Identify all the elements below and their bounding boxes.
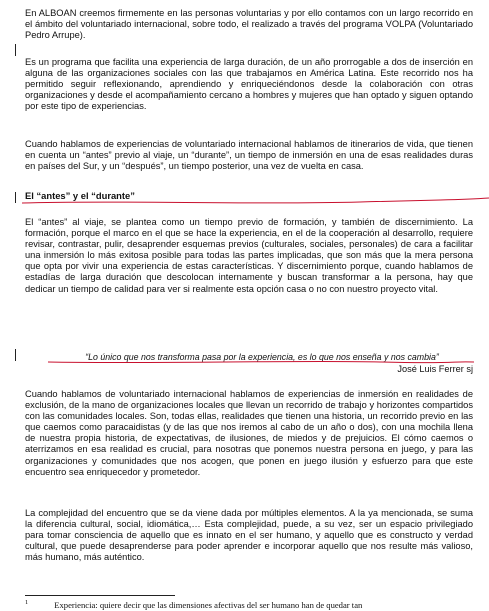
- paragraph-inmersion: Cuando hablamos de voluntariado internacional hablamos de experiencias de inmersión en realidades de exclusión, de la mano de organizaciones locales que llevan un recorrido de trabajo y horizontes compartidos con las comunidades locales. Son, todas ellas, realidades que tienen una historia, un recorrido previo en las que caemos como paracaidistas (y de las que nos iremos al cabo de un año o dos), con una mochila llena de nuestra propia historia, de expectativas, de ilusiones, de miedos y de prejuicios. El cómo caemos o aterrizamos en esa realidad es crucial, para nosotras que ponemos nuestra persona en juego, y para las organizaciones y comunidades que nos acogen, que ponen en juego ilusión y esfuerzo para que este encuentro sea enriquecedor y prometedor.: [25, 389, 473, 477]
- heading-underline: [22, 198, 489, 203]
- footnote-text: Experiencia: quiere decir que las dimensiones afectivas del ser humano han de quedar tan: [54, 599, 363, 610]
- quote-author: José Luis Ferrer sj: [397, 364, 473, 374]
- section-heading: El “antes” y el “durante”: [25, 190, 135, 201]
- paragraph-itinerarios: Cuando hablamos de experiencias de voluntariado internacional hablamos de itinerarios de vida, que tienen en cuenta un “antes” previo al viaje, un “durante”, un tiempo de inmersión en una de esas realidades duras en países del Sur, y un “después”, un tiempo posterior, una vez de vuelta en casa.: [25, 139, 473, 172]
- paragraph-programa: Es un programa que facilita una experiencia de larga duración, de un año prorrogable a dos de inserción en alguna de las organizaciones sociales con las que trabajamos en América Latina. Este recorrido nos ha permitido seguir reflexionando, aprendiendo y enriqueciéndonos desde la colaboración con otras organizaciones y desde el acompañamiento cercano a hombres y mujeres que han optado y siguen optando por este tipo de experiencias.: [25, 57, 473, 112]
- paragraph-complejidad: La complejidad del encuentro que se da viene dada por múltiples elementos. A la ya mencionada, se suma la diferencia cultural, social, idiomática,… Esta complejidad, puede, a su vez, ser un espacio privilegiado para tomar consciencia de aquello que es innato en el ser humano, y aquello que es constructo y verdad cultural, que puede desaprenderse para poder aprender e incorporar aquello que nos resulte más valioso, más humano, más auténtico.: [25, 508, 473, 563]
- paragraph-intro: En ALBOAN creemos firmemente en las personas voluntarias y por ello contamos con un largo recorrido en el ámbito del voluntariado internacional, sobre todo, el realizado a través del programa VOLPA (Voluntariado Pedro Arrupe).: [25, 8, 473, 41]
- footnote-number: 1: [25, 599, 29, 606]
- quote-underline: [48, 361, 474, 362]
- quote-text: “Lo único que nos transforma pasa por la experiencia, es lo que nos enseña y nos cambia”: [85, 352, 439, 362]
- paragraph-antes: El “antes” al viaje, se plantea como un tiempo previo de formación, y también de discernimiento. La formación, porque el marco en el que se hace la experiencia, en el de la cooperación al desarrollo, requiere revisar, contrastar, pulir, desaprender esquemas previos (culturales, sociales, personales) de cara a facilitar una inmersión lo más exitosa posible para todas las partes implicadas, que son más que la mera persona que opta por vivir una experiencia de estas características. Y discernimiento porque, cuando hablamos de estadías de larga duración que descolocan internamente y buscan transformar a la persona, hay que dedicar un tiempo de calidad para ver si realmente esta opción casa o no con nuestro proyecto vital.: [25, 217, 473, 294]
